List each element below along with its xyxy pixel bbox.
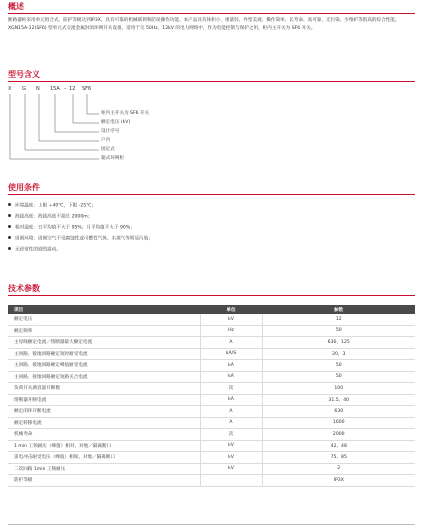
model-code-n: N <box>36 86 40 92</box>
row-unit <box>200 475 262 487</box>
condition-vibration: 无经常性的剧烈震动。 <box>8 247 61 254</box>
table-row <box>8 429 415 441</box>
condition-altitude: 海拔高度：海拔高度不超过 2000m； <box>8 214 92 221</box>
row-value: 12 <box>262 314 415 325</box>
row-unit: kV <box>200 440 262 452</box>
row-item: 负荷开关满容量开断数 <box>8 383 200 395</box>
model-label-fixed: 固定式 <box>101 147 115 152</box>
bullet-icon <box>8 247 11 250</box>
row-value: 630 <box>262 406 415 418</box>
row-unit: A <box>200 337 262 349</box>
model-code-voltage: 12 <box>69 86 76 92</box>
row-item: 机械寿命 <box>8 429 200 441</box>
row-unit: A <box>200 417 262 429</box>
params-table <box>8 305 415 487</box>
table-row <box>8 417 415 429</box>
row-unit: Hz <box>200 325 262 337</box>
row-unit: A <box>200 406 262 418</box>
row-unit: 次 <box>200 429 262 441</box>
model-code-dash: – <box>64 86 67 92</box>
row-value: 31.5、40 <box>262 394 415 406</box>
table-row <box>8 383 415 395</box>
row-value: 630、125 <box>262 337 415 349</box>
model-code-x: X <box>8 86 12 92</box>
params-header-row <box>8 305 415 314</box>
params-rule <box>8 295 415 296</box>
row-item: 额定电压 <box>8 314 200 325</box>
row-unit: kA <box>200 360 262 372</box>
condition-humidity: 相对湿度：日平均值不大于 95%；月平均值不大于 90%； <box>8 225 135 232</box>
condition-environment: 周围环境：周围空气不受腐蚀性或可燃性气体、水蒸气等明显污染； <box>8 236 153 243</box>
bullet-icon <box>8 214 11 217</box>
header-item: 项目 <box>8 305 200 314</box>
row-value: 20，3 <box>262 348 415 360</box>
model-label-box: 箱式环网柜 <box>101 156 124 161</box>
header-value: 参数 <box>262 305 415 314</box>
row-unit: 次 <box>200 383 262 395</box>
row-unit: kA <box>200 371 262 383</box>
row-item: 额定频率 <box>8 325 200 337</box>
row-value: 2000 <box>262 429 415 441</box>
table-row <box>8 360 415 372</box>
row-value: 50 <box>262 325 415 337</box>
model-code-sf6: SF6 <box>82 86 92 92</box>
row-item: 额定闭环开断电流 <box>8 406 200 418</box>
model-label-voltage: 额定电压 (kV) <box>101 120 131 125</box>
overview-paragraph-1: 断路器柜采用单元组合式，防护等级达到IP3X，具有可靠的机械联锁和防误操作功能。本产品具有体积小、重量轻、外型美观、操作简单、长寿命、高可靠、无污染、少维护等很高的综合性能。 <box>8 18 400 23</box>
table-row <box>8 452 415 464</box>
row-item: 主母线额定电流／熔断器最大额定电流 <box>8 337 200 349</box>
header-unit: 单位 <box>200 305 262 314</box>
bullet-icon <box>8 203 11 206</box>
row-value: 2 <box>262 463 415 475</box>
model-title: 型号含义 <box>8 70 40 79</box>
model-label-switch: 柜内主开关为 SF6 开关 <box>101 111 150 116</box>
row-value: 100 <box>262 383 415 395</box>
conditions-rule <box>8 194 415 195</box>
row-item: 主回路、接地回路额定短路关合电流 <box>8 371 200 383</box>
table-row <box>8 371 415 383</box>
condition-temperature: 环境温度：上限 +40℃，下限 -25℃； <box>8 203 96 210</box>
table-row <box>8 337 415 349</box>
bottom-rule <box>8 524 415 525</box>
row-unit: kV <box>200 314 262 325</box>
row-unit: kA/S <box>200 348 262 360</box>
overview-paragraph-2: XGN15A-12(SF6) 型单元式交流金属封闭环网开关设备，适用于交 50Hz、12kV 的电力网络中，作为电能控制与保护之用，柜内主开关为 SF6 开关。 <box>8 26 316 31</box>
table-row <box>8 440 415 452</box>
row-item: 主回路、接地回路额定峰值耐受电流 <box>8 360 200 372</box>
row-item: 1 min 工频耐压（峰值）相对、对地／隔离断口 <box>8 440 200 452</box>
table-row <box>8 463 415 475</box>
overview-title: 概述 <box>8 2 24 11</box>
table-row <box>8 314 415 325</box>
model-connector-lines <box>0 0 423 180</box>
row-item: 额定转移电流 <box>8 417 200 429</box>
model-label-design: 设计序号 <box>101 129 120 134</box>
model-diagram <box>0 0 423 180</box>
row-value: 42、48 <box>262 440 415 452</box>
model-code-g: G <box>22 86 26 92</box>
row-unit: kV <box>200 463 262 475</box>
table-row <box>8 348 415 360</box>
table-row <box>8 325 415 337</box>
table-row <box>8 406 415 418</box>
row-value: 1600 <box>262 417 415 429</box>
row-unit: kA <box>200 394 262 406</box>
row-value: IP3X <box>262 475 415 487</box>
row-item: 主回路、接地回路额定短时耐受电流 <box>8 348 200 360</box>
bullet-icon <box>8 225 11 228</box>
conditions-title: 使用条件 <box>8 183 40 192</box>
params-title: 技术参数 <box>8 284 40 293</box>
row-item: 熔断器开断电流 <box>8 394 200 406</box>
row-item: 雷电冲击耐受电压（峰值）相间、对地／隔离断口 <box>8 452 200 464</box>
row-unit: kV <box>200 452 262 464</box>
table-row <box>8 475 415 487</box>
row-item: 二次回路 1min 工频耐压 <box>8 463 200 475</box>
bullet-icon <box>8 236 11 239</box>
row-value: 75、85 <box>262 452 415 464</box>
model-code-series: 15A <box>50 86 60 92</box>
row-value: 50 <box>262 371 415 383</box>
row-item: 防护等级 <box>8 475 200 487</box>
row-value: 50 <box>262 360 415 372</box>
table-row <box>8 394 415 406</box>
model-label-indoor: 户内 <box>101 138 111 143</box>
